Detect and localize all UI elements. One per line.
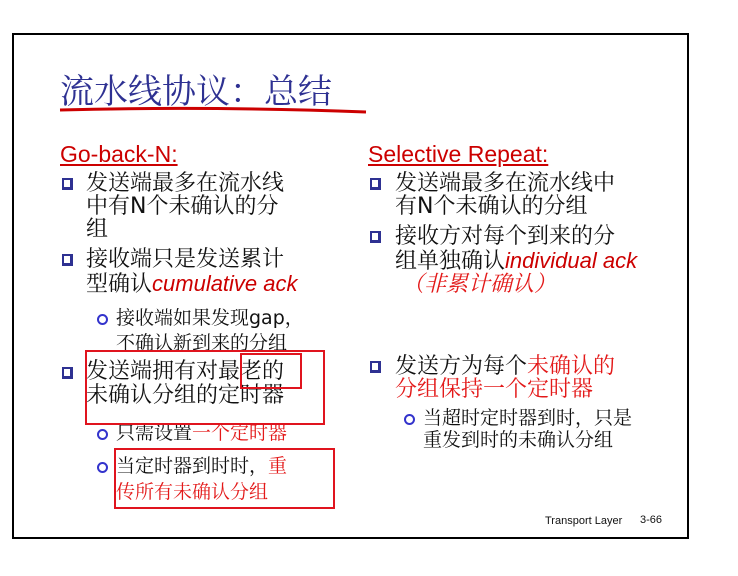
text-line: 接收端只是发送累计 (86, 247, 285, 272)
text-line (116, 422, 287, 444)
slide-title: 流水线协议：总结 (60, 72, 332, 112)
cumulative-ack-term: cumulative ack (152, 271, 298, 296)
text: 型确认 (86, 272, 153, 297)
square-bullet-icon (370, 231, 381, 243)
text: 发送端拥有对 (86, 359, 219, 384)
text: 当定时器到时时， (116, 455, 269, 477)
highlight-text: 一个定时器 (192, 422, 288, 444)
text-line: 接收方对每个到来的分 (395, 224, 616, 249)
go-back-n-heading: Go-back-N: (60, 141, 178, 167)
text: 发送方为每个 (395, 354, 528, 379)
text-line: 组 (86, 217, 109, 242)
text-line: 有N个未确认的分组 (395, 194, 588, 219)
square-bullet-icon (62, 254, 73, 266)
text-line (86, 272, 298, 297)
title-underline (58, 104, 370, 116)
circle-bullet-icon (404, 414, 415, 425)
text-line: 发送端最多在流水线 (86, 171, 285, 196)
page-number: 3-66 (640, 514, 663, 526)
highlight-box (114, 448, 335, 509)
text-line: 不确认新到来的分组 (116, 332, 288, 354)
text: 的 (262, 359, 285, 384)
text: 只需设置 (116, 422, 193, 444)
highlight-text: 传所有未确认分组 (116, 481, 269, 503)
highlight-text: 分组保持一个定时器 (395, 377, 594, 402)
square-bullet-icon (370, 178, 381, 190)
text-line: 发送端最多在流水线中 (395, 171, 616, 196)
square-bullet-icon (370, 361, 381, 373)
text: 组单独确认 (395, 249, 506, 274)
highlight-text: 重 (268, 455, 288, 477)
text: 最老 (218, 359, 263, 384)
individual-ack-term: individual ack (505, 248, 638, 273)
selective-repeat-heading: Selective Repeat: (368, 141, 549, 167)
text-line: 中有N个未确认的分 (86, 194, 279, 219)
square-bullet-icon (62, 367, 73, 379)
highlight-text: 未确认的 (527, 354, 616, 379)
text-line: 重发到时的未确认分组 (423, 429, 614, 451)
circle-bullet-icon (97, 429, 108, 440)
highlight-box (240, 353, 302, 389)
footer-label: Transport Layer (545, 515, 623, 527)
text-line: （非累计确认） (402, 272, 557, 297)
square-bullet-icon (62, 178, 73, 190)
circle-bullet-icon (97, 462, 108, 473)
text-line (395, 249, 637, 274)
text-line: 未确认分组的定时器 (86, 383, 285, 408)
text-line: 当超时定时器到时，只是 (423, 407, 633, 429)
text-line: 接收端如果发现gap， (116, 307, 304, 329)
circle-bullet-icon (97, 314, 108, 325)
text-line (395, 355, 615, 379)
